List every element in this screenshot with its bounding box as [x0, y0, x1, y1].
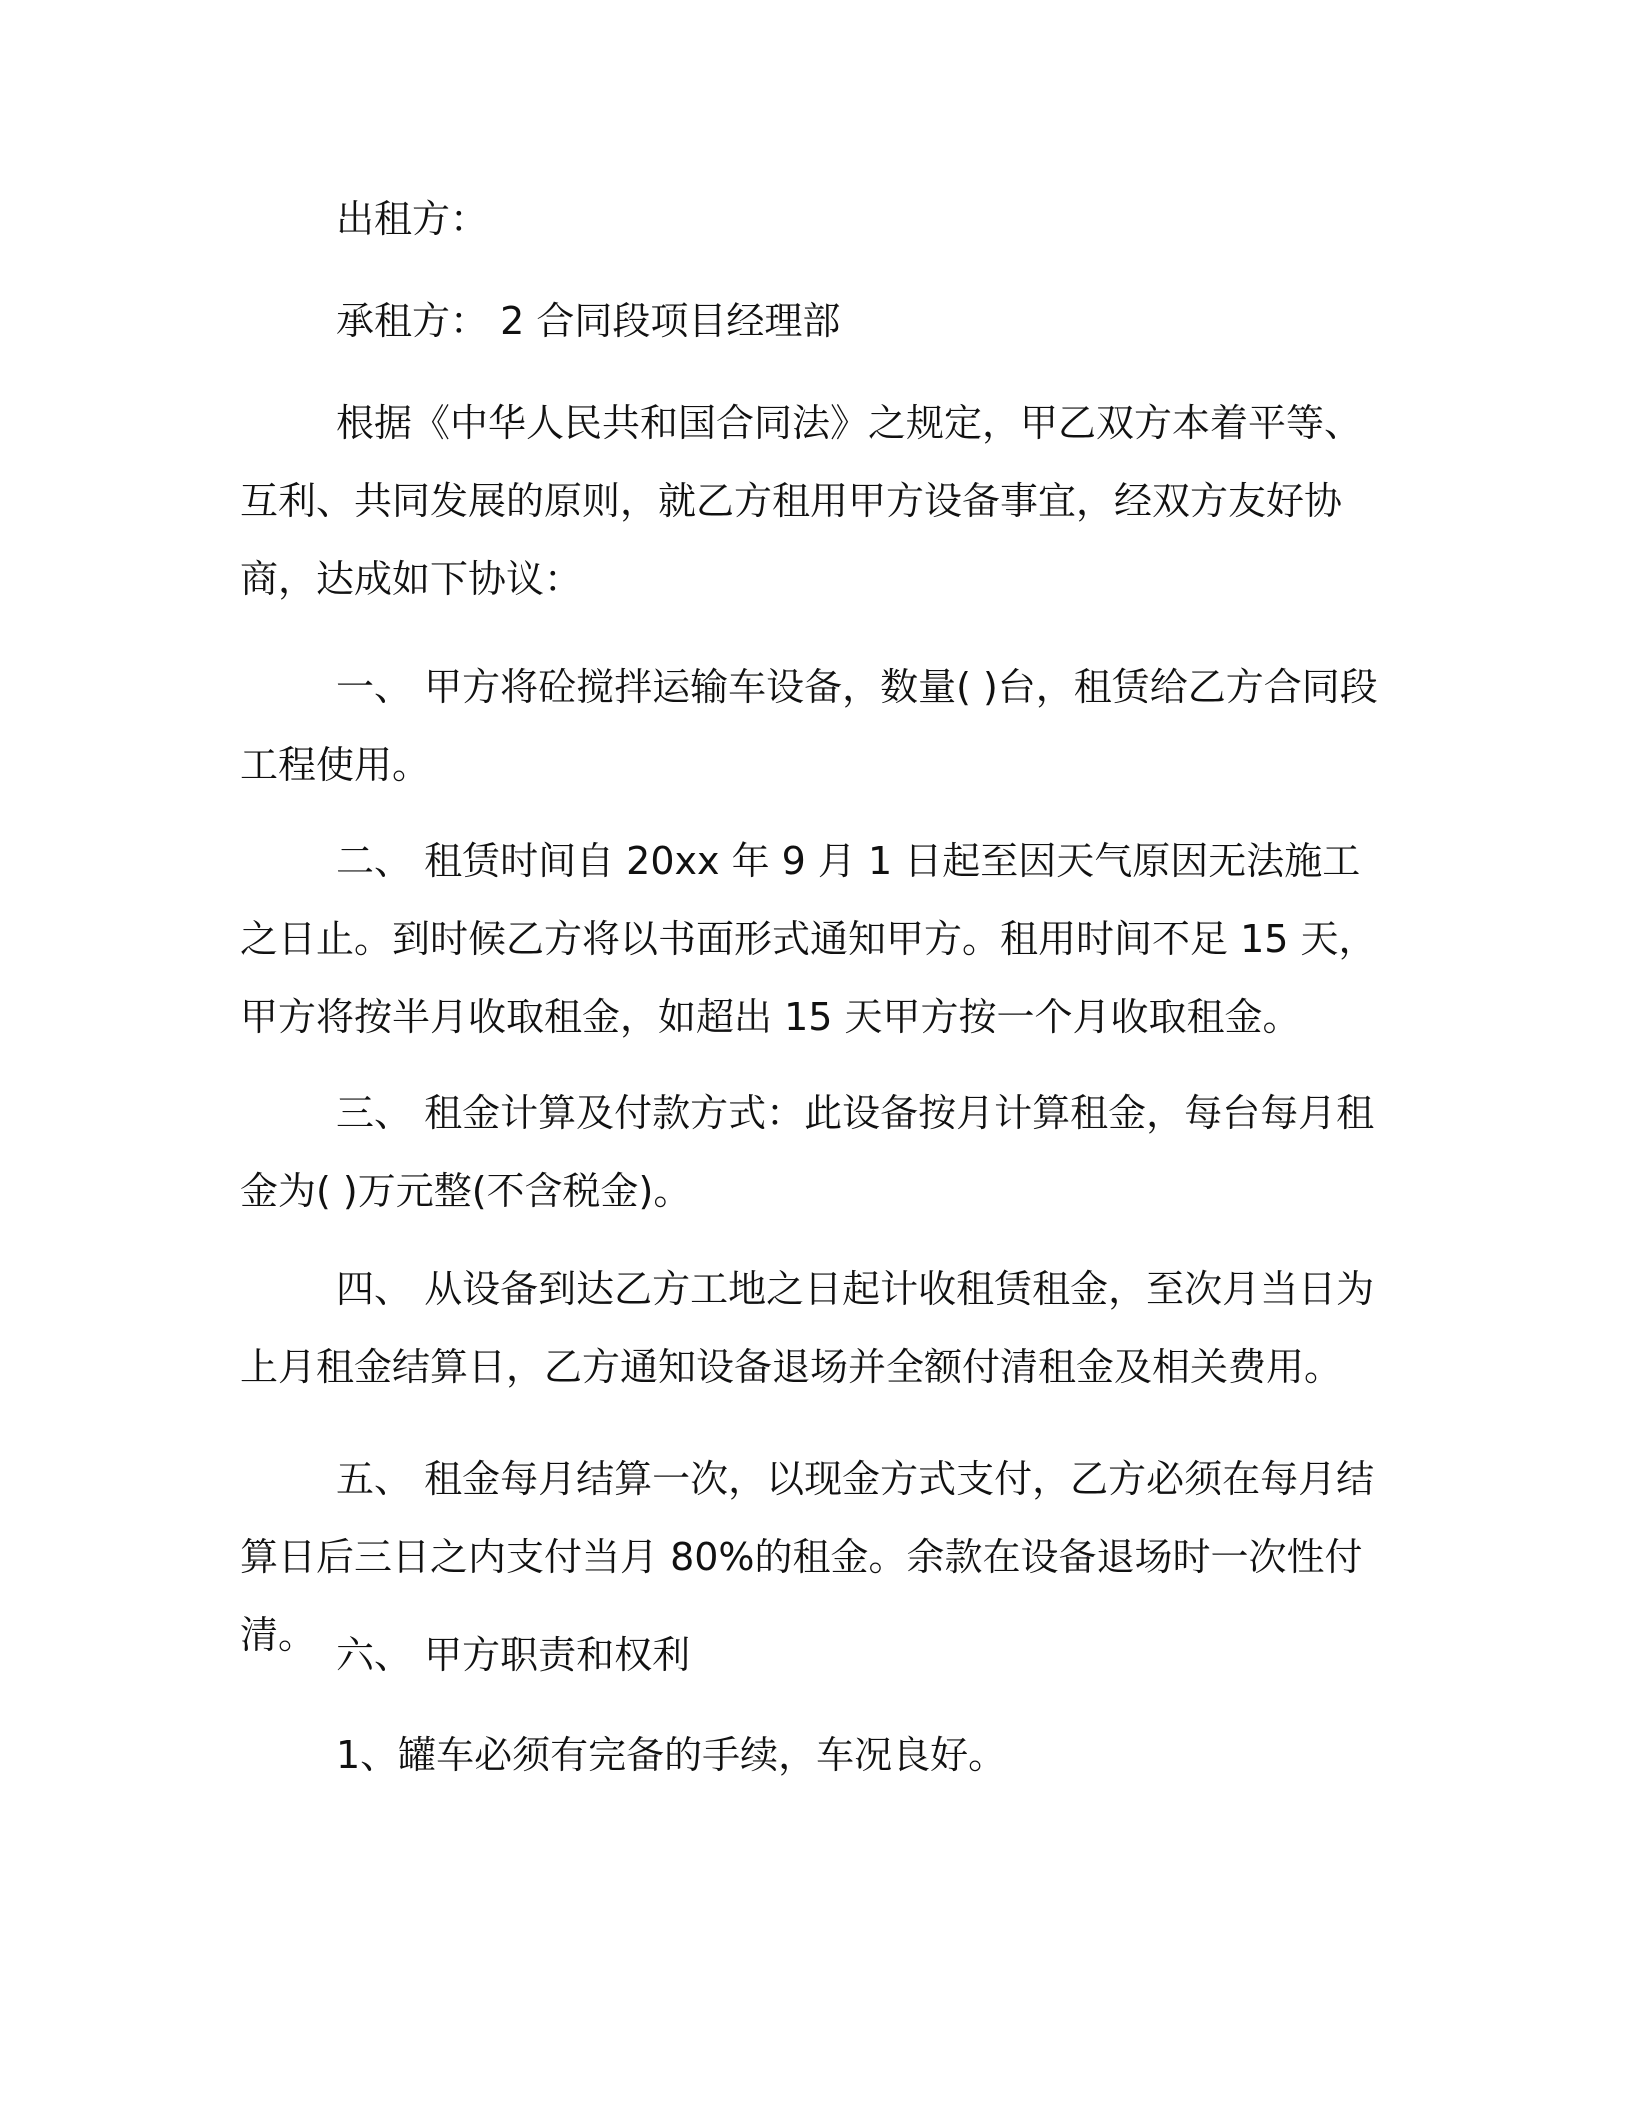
- clause-1: 一、 甲方将砼搅拌运输车设备，数量( )台，租赁给乙方合同段工程使用。: [240, 665, 1378, 787]
- lessee-line: 承租方： 2 合同段项目经理部: [336, 299, 841, 343]
- clause-2: 二、 租赁时间自 20xx 年 9 月 1 日起至因天气原因无法施工之日止。到时候乙方将以书面形式通知甲方。租用时间不足 15 天，甲方将按半月收取租金，如超出 15 天甲方按一个月收取租金。: [240, 839, 1377, 1039]
- clause-6-item-1: 1、罐车必须有完备的手续，车况良好。: [336, 1733, 1007, 1777]
- lessor-line: 出租方：: [336, 197, 489, 241]
- clause-6-heading: 六、 甲方职责和权利: [336, 1633, 691, 1677]
- clause-4: 四、 从设备到达乙方工地之日起计收租赁租金，至次月当日为上月租金结算日，乙方通知设备退场并全额付清租金及相关费用。: [240, 1267, 1375, 1389]
- intro-paragraph: 根据《中华人民共和国合同法》之规定，甲乙双方本着平等、互利、共同发展的原则，就乙方租用甲方设备事宜，经双方友好协商，达成如下协议：: [240, 401, 1363, 601]
- clause-5: 五、 租金每月结算一次，以现金方式支付，乙方必须在每月结算日后三日之内支付当月 80%的租金。余款在设备退场时一次性付清。: [240, 1457, 1375, 1657]
- clause-3: 三、 租金计算及付款方式：此设备按月计算租金，每台每月租金为( )万元整(不含税金)。: [240, 1091, 1375, 1213]
